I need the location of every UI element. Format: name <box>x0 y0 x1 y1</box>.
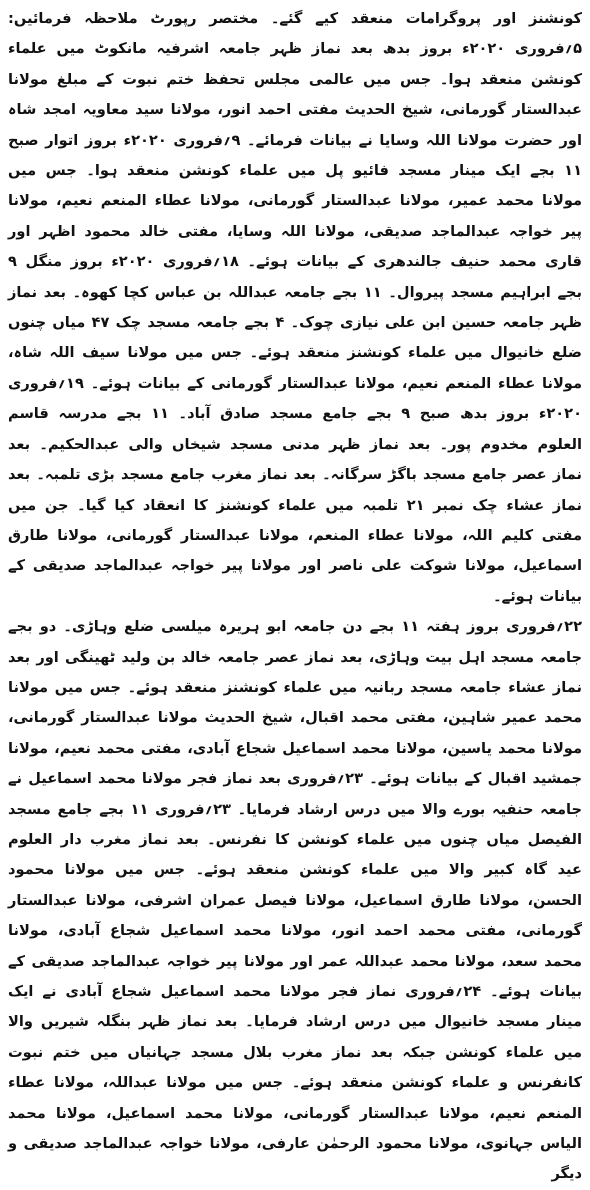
article-paragraph-2: ۲۲؍فروری بروز ہفتہ ۱۱ بجے دن جامعہ ابو ہریرہ میلسی ضلع وہاڑی۔ دو بجے جامعہ مسجد اہل بیت وہاڑی، بعد نماز عصر جامعہ خالد بن ولید ٹھینگی اور بعد نماز عشاء جامعہ مسجد ربانیہ میں علماء کونشنز منعقد ہوئے۔ جس میں مولانا محمد عمیر شاہین، مفتی محمد اقبال، شیخ الحدیث مولانا عبدالستار گورمانی، مولانا محمد یاسین، مولانا محمد اسماعیل شجاع آبادی، مفتی محمد نعیم، مولانا جمشید اقبال کے بیانات ہوئے۔ ۲۳؍فروری بعد نماز فجر مولانا محمد اسماعیل نے جامعہ حنفیہ بورے والا میں درس ارشاد فرمایا۔ ۲۳؍فروری ۱۱ بجے جامع مسجد الفیصل میاں چنوں میں علماء کونشن کا نفرنس۔ بعد نماز مغرب دار العلوم عید گاہ کبیر والا میں علماء کونشن منعقد ہوئے۔ جس میں مولانا محمود الحسن، مولانا طارق اسماعیل، مولانا فیصل عمران اشرفی، مولانا عبدالستار گورمانی، مفتی محمد احمد انور، مولانا محمد اسماعیل شجاع آبادی، مولانا محمد سعد، مولانا محمد عبداللہ عمر اور مولانا پیر خواجہ عبدالماجد صدیقی کے بیانات ہوئے۔ ۲۴؍فروری نماز فجر مولانا محمد اسماعیل شجاع آبادی نے ایک مینار مسجد خانیوال میں درس ارشاد فرمایا۔ بعد نماز ظہر بنگلہ شیریں والا میں علماء کونشن جبکہ بعد نماز مغرب بلال مسجد جہانیاں میں ختم نبوت کانفرنس و علماء کونشن منعقد ہوئے۔ جس میں مولانا عبداللہ، مولانا عطاء المنعم نعیم، مولانا عبدالستار گورمانی، مولانا محمد اسماعیل، مولانا محمد الیاس جہانوی، مولانا محمود الرحمٰن عارفی، مولانا خواجہ عبدالماجد صدیقی و دیگر <box>8 618 582 1183</box>
article-paragraph-1: کونشنز اور پروگرامات منعقد کیے گئے۔ مختصر رپورٹ ملاحظہ فرمائیں: ۵؍فروری ۲۰۲۰ء بروز بدھ بعد نماز ظہر جامعہ اشرفیہ مانکوٹ میں علماء کونشن منعقد ہوا۔ جس میں عالمی مجلس تحفظ ختم نبوت کے مبلغ مولانا عبدالستار گورمانی، شیخ الحدیث مفتی احمد انور، مولانا سید معاویہ امجد شاہ اور حضرت مولانا اللہ وسایا نے بیانات فرمائے۔ ۹؍فروری ۲۰۲۰ء بروز اتوار صبح ۱۱ بجے ایک مینار مسجد فائیو پل میں علماء کونشن منعقد ہوا۔ جس میں مولانا محمد عمیر، مولانا عبدالستار گورمانی، مولانا عطاء المنعم نعیم، مولانا پیر خواجہ عبدالماجد صدیقی، مولانا اللہ وسایا، مفتی خالد محمود اظہر اور قاری محمد حنیف جالندھری کے بیانات ہوئے۔ ۱۸؍فروری ۲۰۲۰ء بروز منگل ۹ بجے ابراہیم مسجد پیروال۔ ۱۱ بجے جامعہ عبداللہ بن عباس کچا کھوہ۔ بعد نماز ظہر جامعہ حسین ابن علی نیازی چوک۔ ۴ بجے جامعہ مسجد چک ۴۷ میاں چنوں ضلع خانیوال میں علماء کونشنز منعقد ہوئے۔ جس میں مولانا سیف اللہ شاہ، مولانا عطاء المنعم نعیم، مولانا عبدالستار گورمانی کے بیانات ہوئے۔ ۱۹؍فروری ۲۰۲۰ء بروز بدھ صبح ۹ بجے جامع مسجد صادق آباد۔ ۱۱ بجے مدرسہ قاسم العلوم مخدوم پور۔ بعد نماز ظہر مدنی مسجد شیخاں والی عبدالحکیم۔ بعد نماز عصر جامع مسجد باگڑ سرگانہ۔ بعد نماز مغرب جامع مسجد بڑی تلمبہ۔ بعد نماز عشاء چک نمبر ۲۱ تلمبہ میں علماء کونشنز کا انعقاد کیا گیا۔ جن میں مفتی کلیم اللہ، مولانا عطاء المنعم، مولانا عبدالستار گورمانی، مولانا طارق اسماعیل، مولانا شوکت علی ناصر اور مولانا پیر خواجہ عبدالماجد صدیقی کے بیانات ہوئے۔ <box>8 10 582 605</box>
